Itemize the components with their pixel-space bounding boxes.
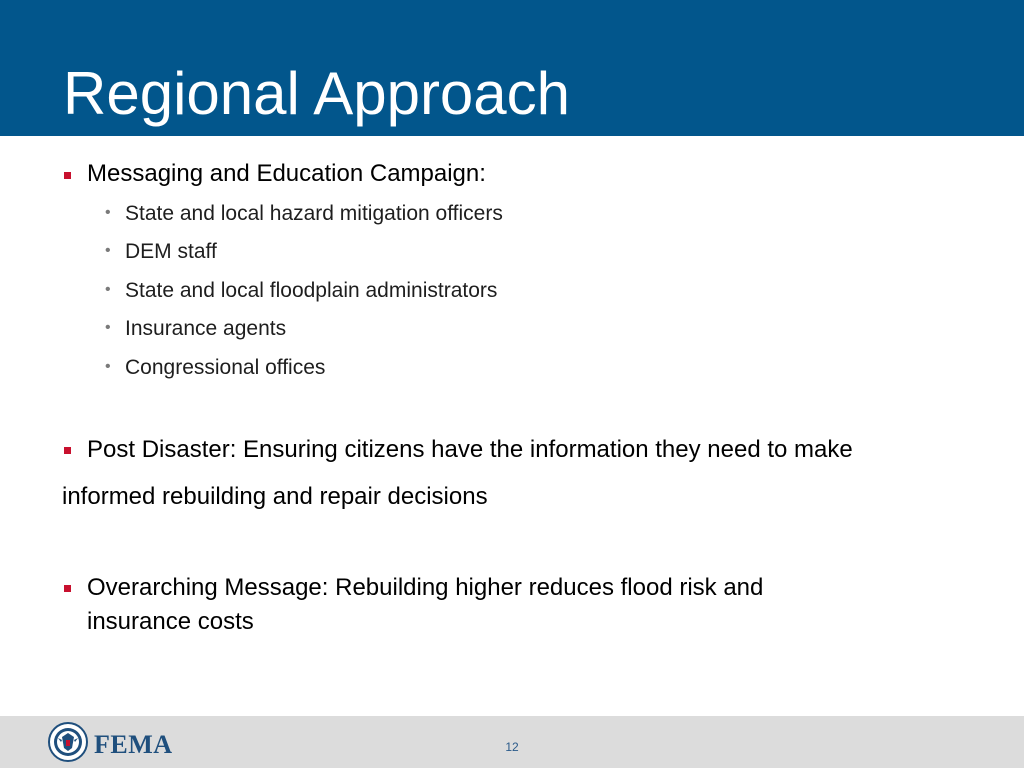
page-number: 12 xyxy=(505,740,519,754)
sub-bullet-dot-icon: • xyxy=(105,281,111,298)
bullet-post-disaster-line1: Post Disaster: Ensuring citizens have the information they need to make xyxy=(87,436,853,463)
bullet-post-disaster-line2: informed rebuilding and repair decisions xyxy=(62,483,488,510)
sub-bullet-item: Congressional offices xyxy=(125,356,326,379)
fema-logo-text: FEMA xyxy=(94,730,173,759)
sub-bullet-dot-icon: • xyxy=(105,319,111,336)
slide-title: Regional Approach xyxy=(63,60,571,127)
slide-footer xyxy=(0,716,1024,768)
sub-bullet-dot-icon: • xyxy=(105,242,111,259)
bullet-square-icon xyxy=(64,172,71,179)
sub-bullet-item: Insurance agents xyxy=(125,317,287,340)
bullet-square-icon xyxy=(64,585,71,592)
sub-bullet-dot-icon: • xyxy=(105,204,111,221)
sub-bullet-item: DEM staff xyxy=(125,240,217,263)
bullet-overarching-line1: Overarching Message: Rebuilding higher reduces flood risk and xyxy=(87,574,764,601)
title-bar xyxy=(0,0,1024,136)
bullet-heading-messaging: Messaging and Education Campaign: xyxy=(87,160,486,187)
slide-body xyxy=(0,136,1024,716)
sub-bullet-item: State and local hazard mitigation officers xyxy=(125,202,503,225)
sub-bullet-item: State and local floodplain administrators xyxy=(125,279,498,302)
bullet-overarching-line2: insurance costs xyxy=(87,608,254,635)
bullet-square-icon xyxy=(64,447,71,454)
sub-bullet-dot-icon: • xyxy=(105,358,111,375)
